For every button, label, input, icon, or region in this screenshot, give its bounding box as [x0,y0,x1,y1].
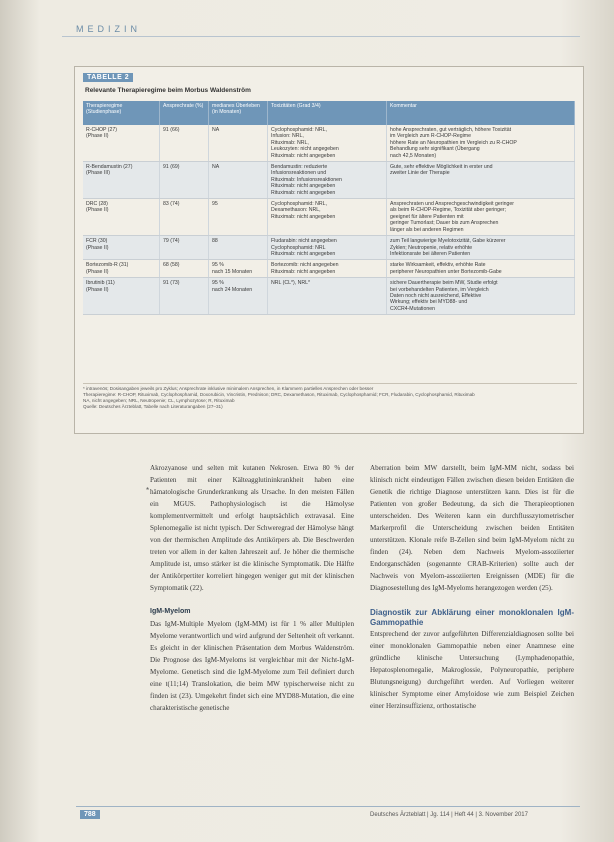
table-footnotes [83,383,577,410]
cell-line: nach 15 Monaten [212,268,253,275]
footnote-line: NA, nicht angegeben; NRL, Neutropenie; CL, Lymphozytose; R, Rituximab [83,398,235,403]
journal-citation: Deutsches Ärzteblatt | Jg. 114 | Heft 44 | 3. November 2017 [370,812,528,818]
table-cell-response: 91 (73) [160,278,209,315]
page-number: 788 [80,810,100,819]
table-cell-comment [387,260,575,278]
cell-line: Bortezomib-R (31) [86,262,129,269]
cell-line: nach 42,5 Monaten) [390,152,437,159]
cell-line: hohe Ansprechraten, gut verträglich, höhere Toxizität [390,127,512,133]
column-header: Therapieregime (Studienphase) [83,101,160,125]
table-cell-toxicity [268,125,387,162]
cell-line: DRC (28) [86,201,108,208]
cell-line: länger als bei anderen Regimen [390,226,464,233]
column-header: medianes Überleben (in Monaten) [209,101,268,125]
table-cell-response: 91 (66) [160,125,209,162]
cell-line: NA [212,164,220,171]
cell-line: Dexamethason: NRL, [271,207,321,214]
cell-line: (Phase II) [86,268,109,275]
cell-line: Rituximab: nicht angegeben [271,268,336,275]
table-cell-toxicity [268,162,387,199]
cell-line: 95 % [212,262,224,269]
cell-line: Infektionsrate bei älteren Patienten [390,250,471,257]
cell-line: Leukozyten: nicht angegeben [271,146,339,153]
cell-line: nach 24 Monaten [212,286,253,293]
section-header: MEDIZIN [76,24,141,34]
footnote-line: Therapieregime: R-CHOP, Rituximab, Cyclophosphamid, Doxorubicin, Vincristin, Prednison; DRC, Dexamethason, Rituximab, Cyclophosphamid; FCR, Fludarabin, Cyclophosphamid, Rituximab [83,392,475,397]
column-header: Kommentar [387,101,575,125]
cell-line: (Phase III) [86,170,110,177]
table-cell-toxicity [268,260,387,278]
table-cell-comment [387,125,575,162]
table-row [83,236,575,260]
cell-line: Fludarabin: nicht angegeben [271,238,337,245]
table-cell-comment [387,236,575,260]
table-cell-comment [387,278,575,315]
cell-line: CXCR4-Mutationen [390,305,435,312]
therapy-table-box [74,66,584,434]
cell-line: geringer Tumorlast; Dauer bis zum Ansprechen [390,220,499,227]
cell-line: Gute, sehr effektive Möglichkeit in erster und [390,164,493,171]
cell-line: als beim R-CHOP-Regime, Toxizität aber geringer; [390,207,507,214]
cell-line: im Vergleich zum R-CHOP-Regime [390,133,472,140]
cell-line: 95 % [212,280,224,287]
table-cell-toxicity [268,236,387,260]
body-paragraph: Aberration beim MW darstellt, beim IgM-MM nicht, sodass bei klinisch nicht eindeutigen Fällen zwischen diesen beiden Entitäten die Genetik die richtige Diagnose unterstützen kann. Dies ist für die Patienten von großer Bedeutung, da sich die Therapieoptionen unterscheiden. Des Weiteren kann ein durchflusszytometrischer Markerprofil die Unterscheidung zwischen beiden Entitäten unterstützen. Klonale reife B-Zellen sind beim IgM-Myelom nicht zu finden (24). Neben dem Nachweis Myelom-assoziierter Endorganschäden (sogenannte CRAB-Kriterien) sollte auch der Nachweis von Myelom-assoziierten Ereignissen (MDE) für die Diagnosestellung des IgM-Myeloms herangezogen werden (25). [370,464,574,592]
cell-line: geeignet für ältere Patienten mit [390,213,464,220]
body-column-left [150,462,354,714]
cell-line: 88 [212,238,218,245]
cell-line: Infusionsreaktionen und [271,170,327,177]
table-row [83,260,575,278]
cell-line: Rituximab: nicht angegeben [271,250,336,257]
table-row [83,199,575,236]
cell-line: Rituximab: NRL, [271,139,309,146]
footnote-line: * intravenös; Dosisangaben jeweils pro Zyklus; Ansprechrate inklusive minimalem Ansprechen, in Klammern partielles Ansprechen oder besser [83,386,374,391]
cell-line: (Phase II) [86,244,109,251]
table-row [83,125,575,162]
cell-line: Rituximab: nicht angegeben [271,152,336,159]
table-cell-survival [209,199,268,236]
table-cell-survival [209,125,268,162]
cell-line: R-Bendamustin (27) [86,164,133,171]
cell-line: Ansprechraten und Ansprechgeschwindigkeit geringer [390,201,515,208]
table-cell-survival [209,236,268,260]
cell-line: Rituximab: nicht angegeben [271,183,336,190]
body-paragraph: Entsprechend der zuvor aufgeführten Differenzialdiagnosen sollte bei einer monoklonalen Gammopathie neben einer Anamnese eine gründliche klinische Untersuchung (Lymphadenopathie, Hepatosplenomegalie, Makroglossie, Polyneuropathie, periphere Blutungsneigung) durchgeführt werden. Auf Vorliegen weiterer klinischer Symptome einer Amyloidose wie zum Beispiel Zeichen einer Herzinsuffizienz, orthostatische [370,630,574,710]
cell-line: Bortezomib: nicht angegeben [271,262,339,269]
table-cell-regime [83,278,160,315]
cell-line: R-CHOP (27) [86,127,118,133]
cell-line: starke Wirksamkeit, effektiv, erhöhte Rate [390,262,486,269]
cell-line: höhere Rate an Neuropathien im Vergleich zu R-CHOP [390,139,517,146]
cell-line: 95 [212,201,218,208]
table-cell-regime [83,199,160,236]
cell-line: Wirkung; effektiv bei MYD88- und [390,299,468,306]
body-column-right [370,462,574,712]
table-header-row [83,101,575,125]
therapy-table [83,101,575,315]
cell-line: Cyclophosphamid: NRL, [271,201,327,208]
body-paragraph: Akrozyanose und selten mit kutanen Nekrosen. Etwa 80 % der Patienten mit einer Kälteagglutininkrankheit haben eine hämatologische Grunderkrankung als Ursache. In den meisten Fällen ein MGUS. Pathophysiologisch ist die Hämolyse komplementvermittelt und erfolgt hauptsächlich extravasal. Eine Splenomegalie ist nicht typisch. Der Schweregrad der Hämolyse hängt von der thermischen Amplitude des Antikörpers ab. Die Beschwerden treten vor allem in der kalten Jahreszeit auf. Je höher die thermische Amplitude ist, umso stärker ist die klinische Symptomatik. Die Hälfte der Antikörpertiter korreliert hingegen weniger gut mit der klinischen Symptomatik (22). [150,464,354,592]
column-header: Ansprechrate (%) [160,101,209,125]
footer-rule [76,806,580,807]
table-cell-regime [83,162,160,199]
subheading-igm-myelom: IgM-Myelom [150,608,191,615]
table-row [83,162,575,199]
cell-line: (Phase II) [86,133,109,140]
table-cell-response: 79 (74) [160,236,209,260]
table-cell-regime [83,236,160,260]
cell-line: (Phase II) [86,286,109,293]
section-heading-diagnostik: Diagnostik zur Abklärung einer monoklonalen IgM-Gammopathie [370,608,574,627]
table-cell-toxicity [268,278,387,315]
cell-line: bei vorbehandelten Patienten, im Vergleich [390,286,489,293]
table-cell-response: 91 (69) [160,162,209,199]
table-row [83,278,575,315]
table-cell-regime [83,260,160,278]
cell-line: Rituximab: nicht angegeben [271,189,336,196]
table-cell-regime [83,125,160,162]
table-cell-survival [209,260,268,278]
table-cell-toxicity [268,199,387,236]
cell-line: sichere Dauertherapie beim MW, Studie erfolgt [390,280,498,287]
table-cell-survival [209,278,268,315]
cell-line: Cyclophosphamid: NRL, [271,127,327,133]
table-body [83,125,575,315]
cell-line: NA [212,127,220,133]
column-header: Toxizitäten (Grad 3/4) [268,101,387,125]
cell-line: Rituximab: Infusionsreaktionen [271,176,342,183]
cell-line: zweiter Linie der Therapie [390,170,450,177]
cell-line: Infusion: NRL, [271,133,304,140]
cell-line: FCR (30) [86,238,108,245]
cell-line: (Phase II) [86,207,109,214]
margin-mark: * [146,486,150,495]
cell-line: zum Teil langwierige Myelotoxizität, Gabe kürzerer [390,238,506,245]
table-cell-comment [387,199,575,236]
header-rule [62,36,580,37]
table-cell-response: 68 (58) [160,260,209,278]
cell-line: Daten noch nicht ausreichend, Effektive [390,292,482,299]
table-cell-response: 83 (74) [160,199,209,236]
cell-line: Zyklen; Neutropenie, relativ erhöhte [390,244,473,251]
footnote-line: Quelle: Deutsches Ärzteblatt, Tabelle nach Literaturangaben (27–31) [83,404,223,409]
cell-line: Rituximab: nicht angegeben [271,213,336,220]
cell-line: NRL (CL*), NRL* [271,280,311,287]
cell-line: peripherer Neuropathien unter Bortezomib-Gabe [390,268,502,275]
table-cell-comment [387,162,575,199]
cell-line: Cyclophosphamid: NRL [271,244,326,251]
cell-line: Behandlung sehr signifikant (Übergang [390,146,480,153]
table-cell-survival [209,162,268,199]
body-paragraph: Das IgM-Multiple Myelom (IgM-MM) ist für 1 % aller Multiplen Myelome verantwortlich und wird aufgrund der Seltenheit oft verkannt. Es gleicht in der klinischen Präsentation dem Morbus Waldenström. Die Prognose des IgM-Myeloms ist vergleichbar mit der Nicht-IgM-Myelome. Genetisch sind die IgM-Myelome zum Teil definiert durch eine t(11;14) Translokation, die beim MW typischerweise nicht zu finden ist (23). Umgekehrt findet sich eine MYD88-Mutation, die eine charakteristische genetische [150,620,354,712]
cell-line: Bendamustin: reduzierte [271,164,328,171]
table-title: Relevante Therapieregime beim Morbus Waldenström [85,87,251,94]
table-label: TABELLE 2 [83,73,133,82]
cell-line: Ibrutinib (11) [86,280,115,287]
